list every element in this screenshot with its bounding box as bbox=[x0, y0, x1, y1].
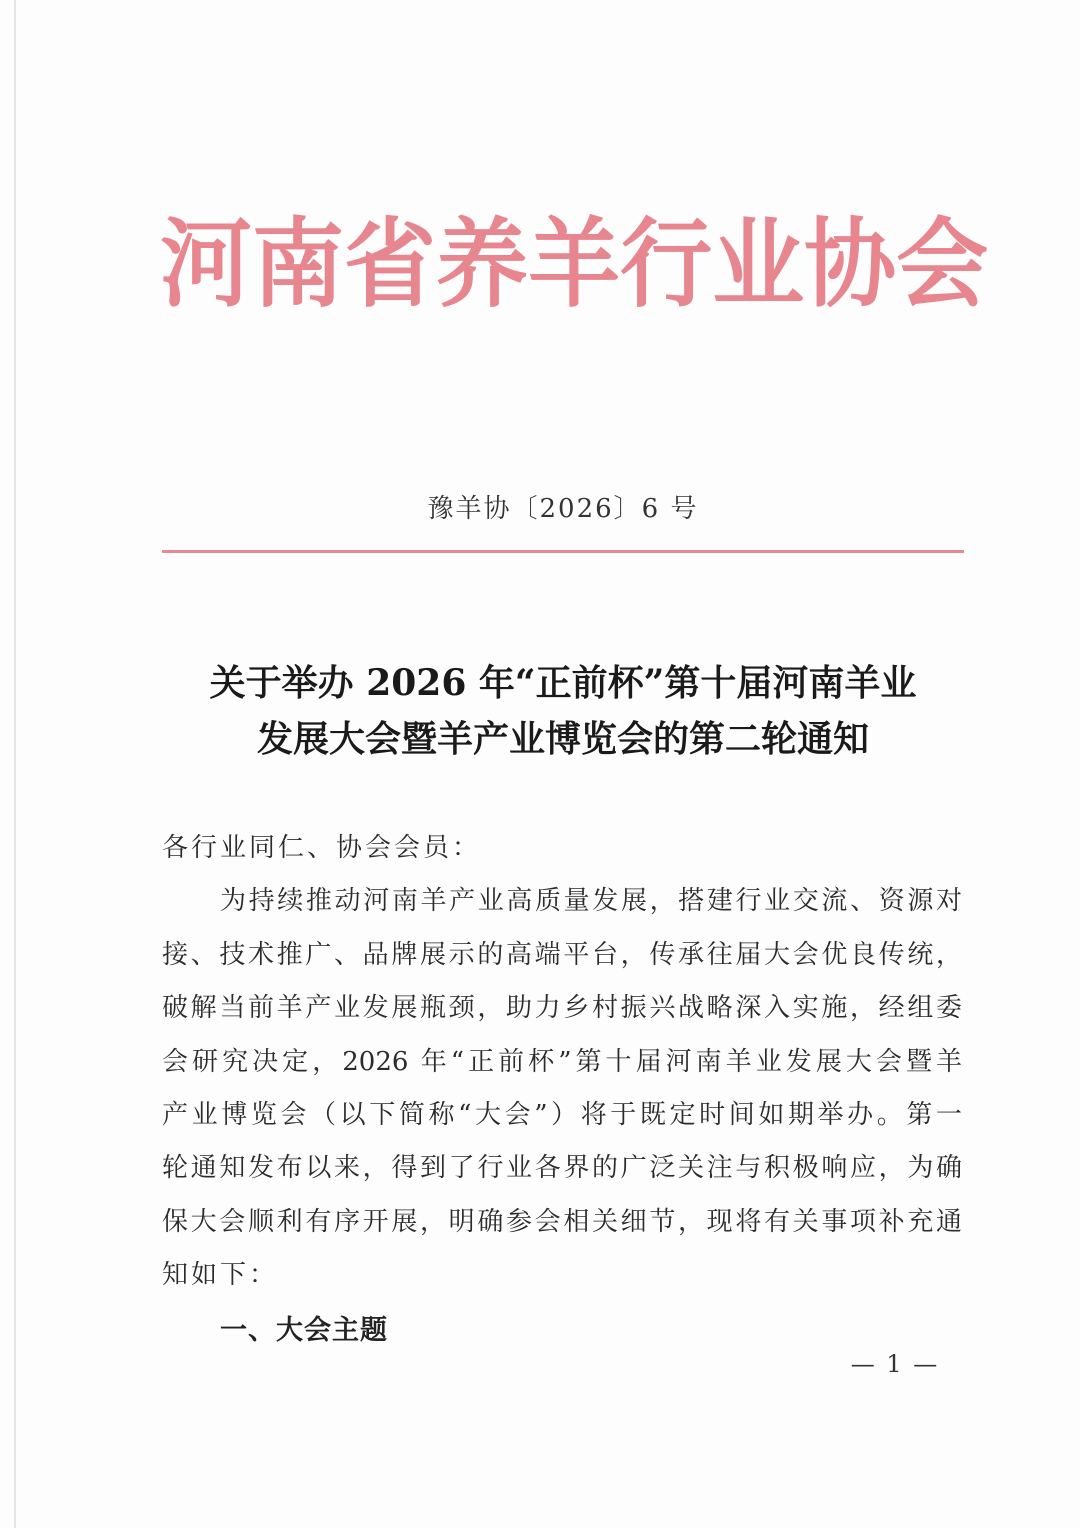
salutation: 各行业同仁、协会会员： bbox=[162, 833, 482, 863]
letterhead-char: 羊 bbox=[528, 208, 621, 321]
letterhead-char: 会 bbox=[896, 208, 989, 321]
organization-letterhead bbox=[160, 205, 989, 325]
paragraph-line: 知如下： bbox=[162, 1260, 279, 1291]
paragraph-line: 轮通知发布以来，得到了行业各界的广泛关注与积极响应，为确 bbox=[162, 1153, 962, 1184]
letterhead-char: 河 bbox=[160, 208, 253, 321]
notice-title-line-2: 发展大会暨羊产业博览会的第二轮通知 bbox=[256, 718, 869, 760]
notice-title-line-1: 关于举办 2026 年“正前杯”第十届河南羊业 bbox=[209, 662, 917, 704]
notice-body bbox=[162, 822, 962, 1303]
document-number: 豫羊协〔2026〕6 号 bbox=[427, 494, 699, 524]
red-divider-line bbox=[162, 550, 964, 553]
scan-edge-line bbox=[14, 0, 16, 1528]
paragraph-line: 保大会顺利有序开展，明确参会相关细节，现将有关事项补充通 bbox=[162, 1206, 962, 1237]
letterhead-char: 行 bbox=[620, 208, 713, 321]
paragraph-line: 为持续推动河南羊产业高质量发展，搭建行业交流、资源对 bbox=[220, 886, 962, 917]
paragraph-line: 破解当前羊产业发展瓶颈，助力乡村振兴战略深入实施，经组委 bbox=[162, 993, 962, 1024]
letterhead-char: 南 bbox=[252, 208, 345, 321]
notice-title bbox=[150, 655, 976, 767]
letterhead-char: 养 bbox=[436, 208, 529, 321]
letterhead-char: 协 bbox=[804, 208, 897, 321]
paragraph-line: 产业博览会（以下简称“大会”）将于既定时间如期举办。第一 bbox=[162, 1100, 962, 1131]
paragraph-line: 会研究决定，2026 年“正前杯”第十届河南羊业发展大会暨羊 bbox=[162, 1046, 962, 1077]
section-heading: 一、大会主题 bbox=[220, 1315, 388, 1346]
page-number: — 1 — bbox=[850, 1350, 940, 1378]
letterhead-char: 业 bbox=[712, 208, 805, 321]
paragraph-line: 接、技术推广、品牌展示的高端平台，传承往届大会优良传统， bbox=[162, 939, 962, 970]
letterhead-char: 省 bbox=[344, 208, 437, 321]
